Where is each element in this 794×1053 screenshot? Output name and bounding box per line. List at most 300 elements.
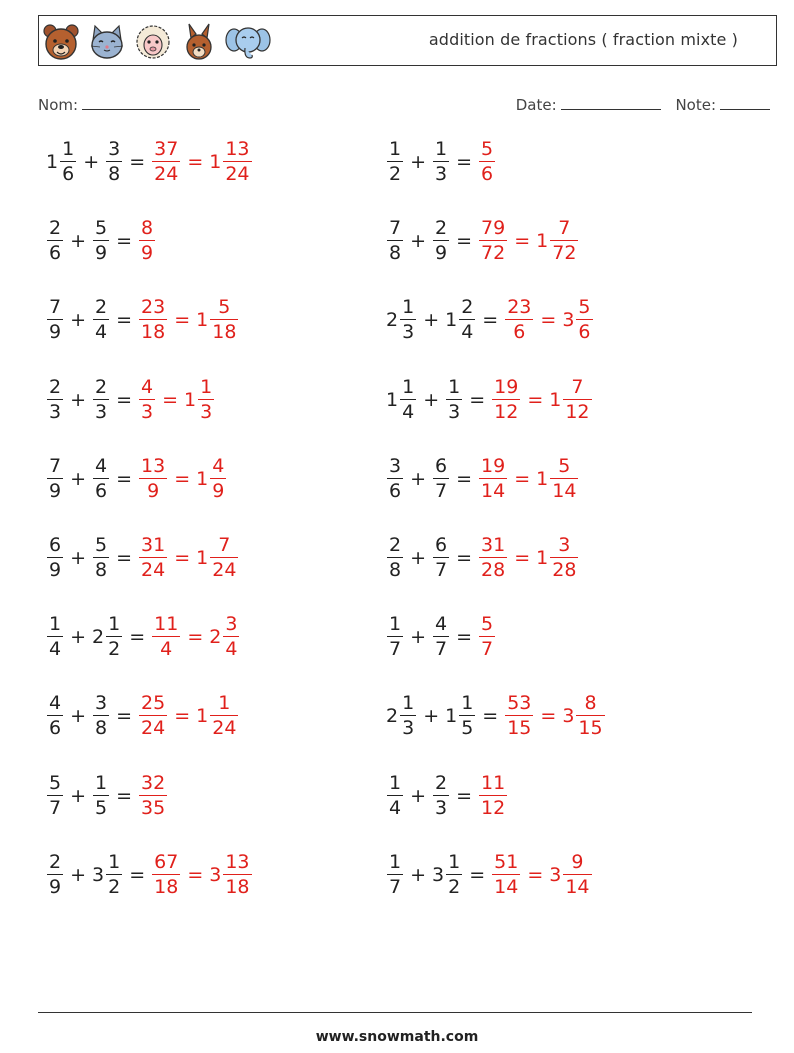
addend-b-fraction: [433, 219, 449, 263]
addend-b-numerator: 3: [108, 138, 121, 160]
addend-a-denominator: 3: [402, 717, 415, 740]
addend-b-denominator: 8: [95, 559, 108, 581]
mixed-result-fraction: [223, 615, 239, 659]
result-denominator: 9: [141, 242, 154, 265]
equals-sign: =: [116, 230, 133, 253]
note-blank[interactable]: [720, 94, 770, 110]
equals-sign: =: [514, 467, 531, 490]
answer: [138, 771, 168, 819]
addend-b-denominator: 5: [95, 796, 108, 819]
answer: [478, 219, 579, 263]
addend-a-denominator: 7: [389, 638, 402, 661]
addend-a-fraction: [387, 454, 403, 502]
mixed-result-numerator: 7: [571, 375, 584, 398]
equals-sign: =: [116, 388, 133, 411]
mixed-result-fraction: [563, 375, 591, 423]
result-fraction: [139, 219, 155, 263]
addend-a-numerator: 1: [402, 375, 415, 398]
equals-sign: =: [174, 467, 191, 490]
problem-left-10: [46, 845, 253, 905]
addend-b-fraction: [106, 850, 122, 898]
answer: [491, 850, 592, 898]
mixed-result-fraction: [550, 454, 578, 502]
mixed-result-denominator: 18: [225, 875, 250, 898]
mixed-result-denominator: 18: [212, 321, 237, 344]
result-fraction: [492, 375, 520, 423]
result-denominator: 18: [154, 875, 179, 898]
result-numerator: 4: [141, 375, 154, 398]
equals-sign: =: [129, 151, 146, 173]
problem-right-5: [386, 449, 579, 509]
plus-sign: +: [410, 626, 427, 649]
addend-b-denominator: 2: [448, 875, 461, 898]
result-denominator: 24: [141, 559, 166, 581]
result-denominator: 12: [481, 796, 506, 819]
result-numerator: 53: [507, 692, 532, 715]
equals-sign: =: [540, 309, 557, 332]
plus-sign: +: [423, 388, 440, 411]
addend-a-denominator: 6: [49, 242, 62, 265]
addend-a-whole: 2: [386, 309, 399, 332]
mixed-result-numerator: 5: [218, 296, 231, 319]
mixed-result-denominator: 24: [212, 559, 237, 581]
plus-sign: +: [423, 309, 440, 332]
answer: [138, 298, 239, 342]
mixed-result-denominator: 12: [565, 400, 590, 423]
answer: [478, 536, 579, 580]
addend-a-fraction: [47, 615, 63, 659]
addend-b-fraction: [106, 615, 122, 659]
addend-b-fraction: [93, 375, 109, 423]
name-label: Nom:: [38, 96, 79, 114]
answer: [138, 375, 215, 423]
addend-b-numerator: 3: [95, 692, 108, 715]
addend-b-numerator: 4: [435, 613, 448, 636]
equals-sign: =: [514, 230, 531, 253]
mixed-result-whole: 3: [562, 705, 575, 728]
addend-a-numerator: 1: [389, 850, 402, 873]
addend-b-numerator: 1: [108, 613, 121, 636]
result-numerator: 5: [481, 138, 494, 160]
equals-sign: =: [116, 467, 133, 490]
addend-a-numerator: 6: [49, 534, 62, 556]
problem-left-6: [46, 528, 239, 588]
addend-a-numerator: 7: [389, 217, 402, 240]
addend-b-numerator: 2: [95, 375, 108, 398]
worksheet-header: [38, 15, 777, 66]
addend-a-whole: 2: [386, 705, 399, 728]
plus-sign: +: [70, 626, 87, 649]
result-denominator: 14: [481, 479, 506, 502]
result-fraction: [139, 298, 167, 342]
equals-sign: =: [162, 388, 179, 411]
addend-a-fraction: [400, 298, 416, 342]
addend-b-numerator: 2: [435, 217, 448, 240]
addend-b-denominator: 3: [435, 796, 448, 819]
mixed-result-fraction: [563, 850, 591, 898]
answer: [138, 454, 227, 502]
mixed-result-fraction: [550, 219, 578, 263]
mixed-result-whole: 1: [536, 547, 549, 569]
addend-a-numerator: 2: [49, 850, 62, 873]
mixed-result-whole: 1: [536, 467, 549, 490]
addend-a-denominator: 6: [389, 479, 402, 502]
addend-b-fraction: [433, 615, 449, 659]
addend-b-denominator: 4: [95, 321, 108, 344]
answer: [504, 298, 593, 342]
addend-a-numerator: 1: [389, 138, 402, 160]
result-fraction: [505, 298, 533, 342]
addend-a-denominator: 8: [389, 242, 402, 265]
date-label: Date:: [515, 96, 557, 114]
addend-a-numerator: 1: [402, 692, 415, 715]
result-numerator: 8: [141, 217, 154, 240]
addend-b-fraction: [433, 536, 449, 580]
mixed-result-fraction: [576, 298, 592, 342]
mixed-result-denominator: 14: [565, 875, 590, 898]
addend-b-numerator: 1: [95, 771, 108, 794]
answer: [478, 454, 579, 502]
addend-a-fraction: [47, 536, 63, 580]
addend-a-fraction: [47, 850, 63, 898]
addend-a-denominator: 9: [49, 321, 62, 344]
addend-a-numerator: 7: [49, 454, 62, 477]
result-fraction: [479, 771, 507, 819]
answer: [138, 536, 239, 580]
addend-a-fraction: [387, 615, 403, 659]
plus-sign: +: [70, 705, 87, 728]
equals-sign: =: [456, 784, 473, 807]
addend-a-fraction: [47, 298, 63, 342]
mixed-result-numerator: 8: [584, 692, 597, 715]
footer-divider: [38, 1012, 752, 1013]
problem-right-1: [386, 132, 496, 192]
addend-b-denominator: 3: [448, 400, 461, 423]
result-numerator: 32: [141, 771, 166, 794]
equals-sign: =: [482, 705, 499, 728]
mixed-result-numerator: 13: [225, 850, 250, 873]
name-field: [38, 94, 200, 114]
result-denominator: 9: [139, 478, 167, 501]
equals-sign: =: [527, 388, 544, 411]
addend-b-whole: 2: [92, 626, 105, 649]
result-fraction: [492, 850, 520, 898]
date-blank[interactable]: [561, 94, 661, 110]
addend-a-denominator: 8: [389, 559, 402, 581]
result-numerator: 31: [481, 534, 506, 556]
problem-left-9: [46, 766, 168, 826]
equals-sign: =: [174, 309, 191, 332]
addend-a-fraction: [60, 140, 76, 184]
addend-b-whole: 3: [92, 863, 105, 886]
result-fraction: [152, 615, 180, 659]
plus-sign: +: [410, 230, 427, 253]
plus-sign: +: [410, 547, 427, 569]
result-fraction: [479, 536, 507, 580]
result-fraction: [152, 140, 180, 184]
equals-sign: =: [187, 626, 204, 649]
addend-b-fraction: [93, 771, 109, 819]
addend-b-denominator: 9: [95, 242, 108, 265]
mixed-result-numerator: 5: [558, 454, 571, 477]
addend-a-numerator: 7: [49, 296, 62, 319]
addend-a-denominator: 9: [49, 875, 62, 898]
problem-left-4: [46, 370, 215, 430]
result-denominator: 28: [481, 559, 506, 581]
result-fraction: [479, 615, 495, 659]
answer: [151, 850, 252, 898]
problem-right-7: [386, 607, 496, 667]
result-fraction: [479, 219, 507, 263]
addend-a-denominator: 4: [389, 796, 402, 819]
problem-right-9: [386, 766, 508, 826]
equals-sign: =: [174, 705, 191, 728]
mixed-result-denominator: 72: [552, 242, 577, 265]
addend-b-fraction: [459, 298, 475, 342]
result-fraction: [139, 536, 167, 580]
addend-a-fraction: [47, 375, 63, 423]
mixed-result-whole: 3: [209, 863, 222, 886]
mixed-result-denominator: 24: [212, 717, 237, 740]
addend-a-numerator: 1: [62, 138, 75, 160]
animal-icons: [41, 22, 271, 62]
equals-sign: =: [116, 784, 133, 807]
answer: [478, 615, 496, 659]
mixed-result-numerator: 7: [218, 534, 231, 556]
addend-b-denominator: 6: [95, 479, 108, 502]
addend-b-fraction: [106, 140, 122, 184]
mixed-result-whole: 3: [549, 863, 562, 886]
mixed-result-fraction: [210, 298, 238, 342]
result-numerator: 23: [507, 296, 532, 319]
addend-a-numerator: 1: [49, 613, 62, 636]
problem-left-7: [46, 607, 240, 667]
result-denominator: 35: [141, 796, 166, 819]
problem-left-5: [46, 449, 227, 509]
addend-b-denominator: 8: [108, 163, 121, 185]
addend-a-numerator: 2: [49, 217, 62, 240]
result-fraction: [139, 694, 167, 738]
addend-a-numerator: 4: [49, 692, 62, 715]
bear-icon: [41, 22, 81, 62]
result-denominator: 14: [494, 875, 519, 898]
plus-sign: +: [70, 230, 87, 253]
result-fraction: [479, 140, 495, 184]
addend-a-fraction: [47, 219, 63, 263]
mixed-result-whole: 1: [196, 705, 209, 728]
addend-b-fraction: [93, 454, 109, 502]
addend-b-whole: 1: [445, 309, 458, 332]
problem-left-2: [46, 211, 156, 271]
equals-sign: =: [469, 863, 486, 886]
answer: [478, 140, 496, 184]
answer: [151, 615, 240, 659]
addend-a-numerator: 2: [389, 534, 402, 556]
addend-b-numerator: 5: [95, 534, 108, 556]
result-denominator: 72: [481, 242, 506, 265]
answer: [504, 694, 605, 738]
result-denominator: 6: [505, 319, 533, 342]
result-fraction: [139, 375, 155, 423]
problem-left-3: [46, 290, 239, 350]
result-denominator: 4: [152, 636, 180, 659]
result-denominator: 18: [141, 321, 166, 344]
plus-sign: +: [70, 388, 87, 411]
problem-right-4: [386, 370, 593, 430]
note-label: Note:: [675, 96, 716, 114]
problem-right-10: [386, 845, 593, 905]
addend-a-denominator: 4: [49, 638, 62, 661]
plus-sign: +: [83, 151, 100, 173]
equals-sign: =: [116, 547, 133, 569]
addend-a-denominator: 3: [402, 321, 415, 344]
sheep-icon: [133, 22, 173, 62]
mixed-result-denominator: 9: [212, 479, 225, 502]
mixed-result-whole: 1: [549, 388, 562, 411]
addend-a-fraction: [387, 140, 403, 184]
equals-sign: =: [456, 151, 473, 173]
addend-b-numerator: 1: [448, 850, 461, 873]
plus-sign: +: [70, 863, 87, 886]
equals-sign: =: [527, 863, 544, 886]
mixed-result-denominator: 14: [552, 479, 577, 502]
mixed-result-fraction: [210, 454, 226, 502]
result-fraction: [479, 454, 507, 502]
equals-sign: =: [514, 547, 531, 569]
addend-b-denominator: 7: [435, 479, 448, 502]
addend-b-numerator: 2: [461, 296, 474, 319]
plus-sign: +: [70, 467, 87, 490]
addend-a-fraction: [387, 219, 403, 263]
addend-a-numerator: 3: [389, 454, 402, 477]
equals-sign: =: [129, 863, 146, 886]
mixed-result-numerator: 3: [558, 534, 571, 556]
mixed-result-whole: 1: [536, 230, 549, 253]
equals-sign: =: [456, 626, 473, 649]
mixed-result-denominator: 28: [552, 559, 577, 581]
addend-a-denominator: 9: [49, 479, 62, 502]
addend-a-denominator: 2: [389, 163, 402, 185]
addend-b-fraction: [93, 694, 109, 738]
result-denominator: 24: [154, 163, 179, 185]
mixed-result-whole: 1: [196, 309, 209, 332]
answer: [478, 771, 508, 819]
name-blank[interactable]: [82, 94, 200, 110]
problem-left-1: [46, 132, 253, 192]
addend-b-numerator: 1: [108, 850, 121, 873]
equals-sign: =: [482, 309, 499, 332]
addend-b-whole: 1: [445, 705, 458, 728]
addend-b-numerator: 2: [435, 771, 448, 794]
date-note-fields: [516, 94, 770, 114]
answer: [151, 140, 252, 184]
mixed-result-denominator: 6: [578, 321, 591, 344]
addend-b-denominator: 7: [435, 638, 448, 661]
addend-b-denominator: 2: [108, 638, 121, 661]
result-fraction: [139, 454, 167, 502]
addend-b-denominator: 8: [95, 717, 108, 740]
equals-sign: =: [174, 547, 191, 569]
mixed-result-fraction: [210, 694, 238, 738]
addend-b-numerator: 4: [95, 454, 108, 477]
addend-b-denominator: 2: [108, 875, 121, 898]
equals-sign: =: [187, 151, 204, 173]
addend-b-fraction: [446, 850, 462, 898]
equals-sign: =: [187, 863, 204, 886]
addend-a-fraction: [387, 771, 403, 819]
addend-b-denominator: 7: [435, 559, 448, 581]
addend-b-fraction: [433, 454, 449, 502]
result-fraction: [152, 850, 180, 898]
addend-a-fraction: [47, 454, 63, 502]
problem-right-8: [386, 686, 606, 746]
plus-sign: +: [410, 784, 427, 807]
result-fraction: [139, 771, 167, 819]
mixed-result-denominator: 4: [225, 638, 238, 661]
mixed-result-numerator: 4: [212, 454, 225, 477]
plus-sign: +: [70, 547, 87, 569]
result-fraction: [505, 694, 533, 738]
result-denominator: 6: [481, 163, 494, 185]
addend-a-whole: 1: [46, 151, 59, 173]
problem-right-2: [386, 211, 579, 271]
mixed-result-whole: 3: [562, 309, 575, 332]
plus-sign: +: [410, 467, 427, 490]
equals-sign: =: [456, 547, 473, 569]
addend-b-numerator: 2: [95, 296, 108, 319]
result-numerator: 51: [494, 850, 519, 873]
addend-a-numerator: 1: [389, 771, 402, 794]
equals-sign: =: [469, 388, 486, 411]
addend-a-whole: 1: [386, 388, 399, 411]
addend-b-fraction: [93, 298, 109, 342]
result-denominator: 7: [481, 638, 494, 661]
mixed-result-fraction: [550, 536, 578, 580]
addend-a-numerator: 1: [389, 613, 402, 636]
result-numerator: 19: [494, 375, 519, 398]
addend-b-fraction: [433, 140, 449, 184]
addend-a-denominator: 7: [49, 796, 62, 819]
addend-b-denominator: 5: [461, 717, 474, 740]
result-numerator: 37: [154, 138, 179, 160]
result-numerator: 79: [481, 217, 506, 240]
addend-a-denominator: 9: [49, 559, 62, 581]
mixed-result-fraction: [223, 850, 251, 898]
result-numerator: 5: [481, 613, 494, 636]
plus-sign: +: [410, 151, 427, 173]
addend-a-denominator: 4: [402, 400, 415, 423]
result-numerator: 23: [141, 296, 166, 319]
mixed-result-numerator: 5: [578, 296, 591, 319]
mixed-result-numerator: 7: [558, 217, 571, 240]
answer: [138, 219, 156, 263]
plus-sign: +: [410, 863, 427, 886]
mixed-result-numerator: 1: [200, 375, 213, 398]
addend-b-fraction: [446, 375, 462, 423]
addend-b-denominator: 3: [95, 400, 108, 423]
mixed-result-denominator: 24: [225, 163, 250, 185]
mixed-result-whole: 1: [184, 388, 197, 411]
result-denominator: 12: [494, 400, 519, 423]
result-numerator: 31: [141, 534, 166, 556]
addend-a-fraction: [47, 771, 63, 819]
addend-b-whole: 3: [432, 863, 445, 886]
addend-b-denominator: 9: [435, 242, 448, 265]
mixed-result-whole: 2: [209, 626, 222, 649]
result-numerator: 25: [141, 692, 166, 715]
answer: [491, 375, 592, 423]
worksheet-title: addition de fractions ( fraction mixte ): [428, 30, 738, 49]
